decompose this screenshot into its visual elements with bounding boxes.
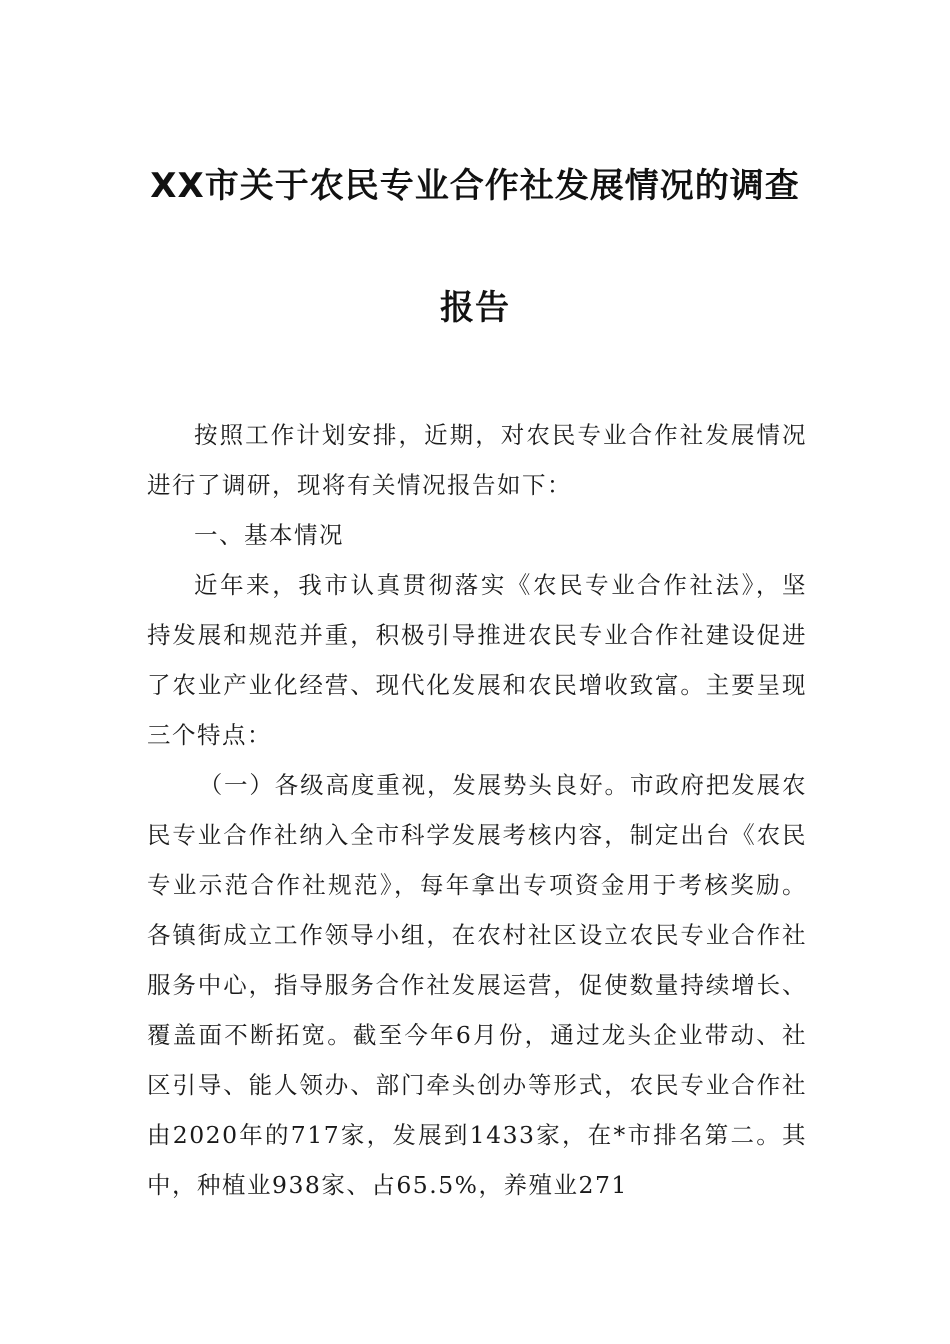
document-title-line-1: XX市关于农民专业合作社发展情况的调查 bbox=[150, 166, 800, 206]
document-body bbox=[147, 410, 807, 1210]
document-title-line-2: 报告 bbox=[440, 288, 510, 328]
intro-paragraph: 按照工作计划安排，近期，对农民专业合作社发展情况进行了调研，现将有关情况报告如下： bbox=[147, 421, 807, 499]
section-heading-basic-situation: 一、基本情况 bbox=[194, 521, 344, 549]
section1-paragraph: 近年来，我市认真贯彻落实《农民专业合作社法》，坚持发展和规范并重，积极引导推进农民专业合作社建设促进了农业产业化经营、现代化发展和农民增收致富。主要呈现三个特点： bbox=[147, 571, 807, 749]
section1-item1-paragraph: （一）各级高度重视，发展势头良好。市政府把发展农民专业合作社纳入全市科学发展考核内容，制定出台《农民专业示范合作社规范》，每年拿出专项资金用于考核奖励。各镇街成立工作领导小组，在农村社区设立农民专业合作社服务中心，指导服务合作社发展运营，促使数量持续增长、覆盖面不断拓宽。截至今年6月份，通过龙头企业带动、社区引导、能人领办、部门牵头创办等形式，农民专业合作社由2020年的717家，发展到1433家，在*市排名第二。其中，种植业938家、占65.5%，养殖业271 bbox=[147, 771, 807, 1199]
